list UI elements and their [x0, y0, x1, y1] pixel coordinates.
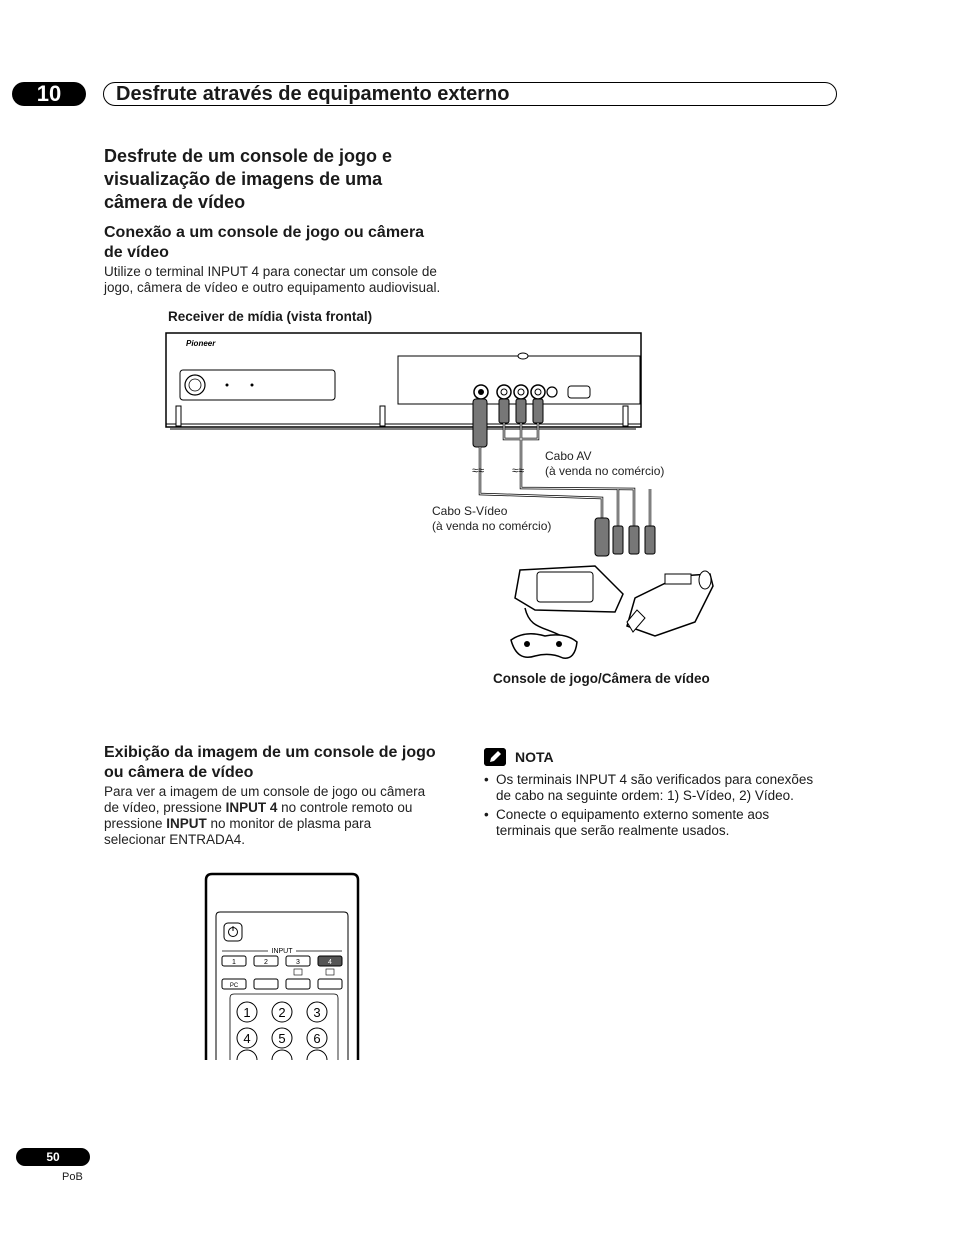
section1: [104, 145, 464, 296]
note-line: de cabo na seguinte ordem: 1) S-Vídeo, 2) Vídeo.: [496, 788, 794, 803]
page-number: 50: [16, 1148, 90, 1166]
note-box: [484, 748, 844, 842]
label-line: Cabo S-Vídeo: [432, 504, 508, 518]
audio-mini-jack: [547, 387, 557, 397]
remote-btn-label: 3: [296, 959, 300, 966]
body-line: selecionar ENTRADA4.: [104, 832, 246, 847]
audio-l-jack: [514, 385, 528, 399]
remote-num-label: 1: [243, 1005, 251, 1020]
remote-num-label: 4: [243, 1031, 251, 1046]
label-line: Cabo AV: [545, 449, 592, 463]
chapter-title: Desfrute através de equipamento externo: [116, 83, 510, 105]
note-line: terminais que serão realmente usados.: [496, 823, 730, 838]
note-header: [484, 748, 844, 766]
input-key-ref: INPUT: [166, 816, 207, 831]
subsection-title-line: Exibição da imagem de um console de jogo: [104, 744, 436, 761]
receiver-label: Receiver de mídia (vista frontal): [168, 309, 373, 324]
remote-btn-label: 1: [232, 959, 236, 966]
video-plug: [499, 399, 509, 423]
svideo-cable-label: [432, 504, 551, 534]
pencil-note-icon: [484, 748, 506, 766]
language-code: PoB: [62, 1171, 83, 1183]
body-text: pressione: [104, 816, 167, 831]
remote-num-label: 5: [278, 1031, 286, 1046]
brand-logo: Pioneer: [186, 339, 216, 348]
section1-body: [104, 264, 464, 296]
remote-num-label: 3: [313, 1005, 321, 1020]
body-text: de vídeo, pressione: [104, 800, 226, 815]
on-led: [226, 384, 229, 387]
vga-port: [568, 386, 590, 398]
note-line: Os terminais INPUT 4 são verificados para conexões: [496, 772, 814, 787]
label-line: (à venda no comércio): [432, 519, 552, 533]
subsection-title-line: ou câmera de vídeo: [104, 764, 254, 781]
subsection-title-line: Conexão a um console de jogo ou câmera: [104, 224, 425, 241]
subsection-title: [104, 743, 474, 783]
subsection-title-line: de vídeo: [104, 244, 169, 261]
svg-text:≈≈: ≈≈: [512, 465, 525, 477]
remote-input-label: INPUT: [271, 948, 293, 955]
section-title-line: Desfrute de um console de jogo e: [104, 146, 393, 166]
devices-illustration: [505, 560, 720, 668]
controller-illustration: [511, 634, 577, 658]
body-line: jogo, câmera de vídeo e outro equipamento audiovisual.: [104, 280, 441, 295]
body-text: no controle remoto ou: [277, 800, 413, 815]
note-item: [484, 772, 844, 804]
remote-control-illustration: [204, 872, 362, 1062]
svg-text:≈≈: ≈≈: [472, 465, 485, 477]
remote-btn-label: 2: [264, 959, 268, 966]
body-text: no monitor de plasma para: [206, 816, 372, 831]
section-title: [104, 145, 464, 214]
svideo-plug-device: [595, 518, 609, 556]
connection-diagram: [160, 326, 690, 566]
audio-l-plug: [516, 399, 526, 423]
audio-r-jack: [531, 385, 545, 399]
note-title: NOTA: [515, 749, 554, 765]
note-list: [484, 772, 844, 839]
av-cable-label: [545, 449, 664, 479]
svideo-plug: [473, 399, 487, 447]
body-line: Para ver a imagem de um console de jogo ou câmera: [104, 784, 426, 799]
video-jack: [497, 385, 511, 399]
remote-btn-label: 4: [328, 959, 332, 966]
remote-btn-label: PC: [229, 983, 239, 989]
input4-key-ref: INPUT 4: [225, 800, 278, 815]
subsection-title: [104, 223, 464, 263]
devices-label: Console de jogo/Câmera de vídeo: [493, 671, 710, 686]
chapter-number: 10: [12, 82, 86, 106]
section2-body: [104, 784, 474, 848]
section-title-line: visualização de imagens de uma: [104, 169, 383, 189]
remote-num-label: 2: [278, 1005, 286, 1020]
body-line: Utilize o terminal INPUT 4 para conectar um console de: [104, 264, 437, 279]
audio-r-plug: [533, 399, 543, 423]
remote-num-label: 6: [313, 1031, 321, 1046]
label-line: (à venda no comércio): [545, 464, 665, 478]
note-item: [484, 807, 844, 839]
power-button-illustration: [224, 923, 242, 941]
standby-led: [251, 384, 254, 387]
note-line: Conecte o equipamento externo somente aos: [496, 807, 770, 822]
section2: [104, 743, 474, 848]
section-title-line: câmera de vídeo: [104, 192, 246, 212]
